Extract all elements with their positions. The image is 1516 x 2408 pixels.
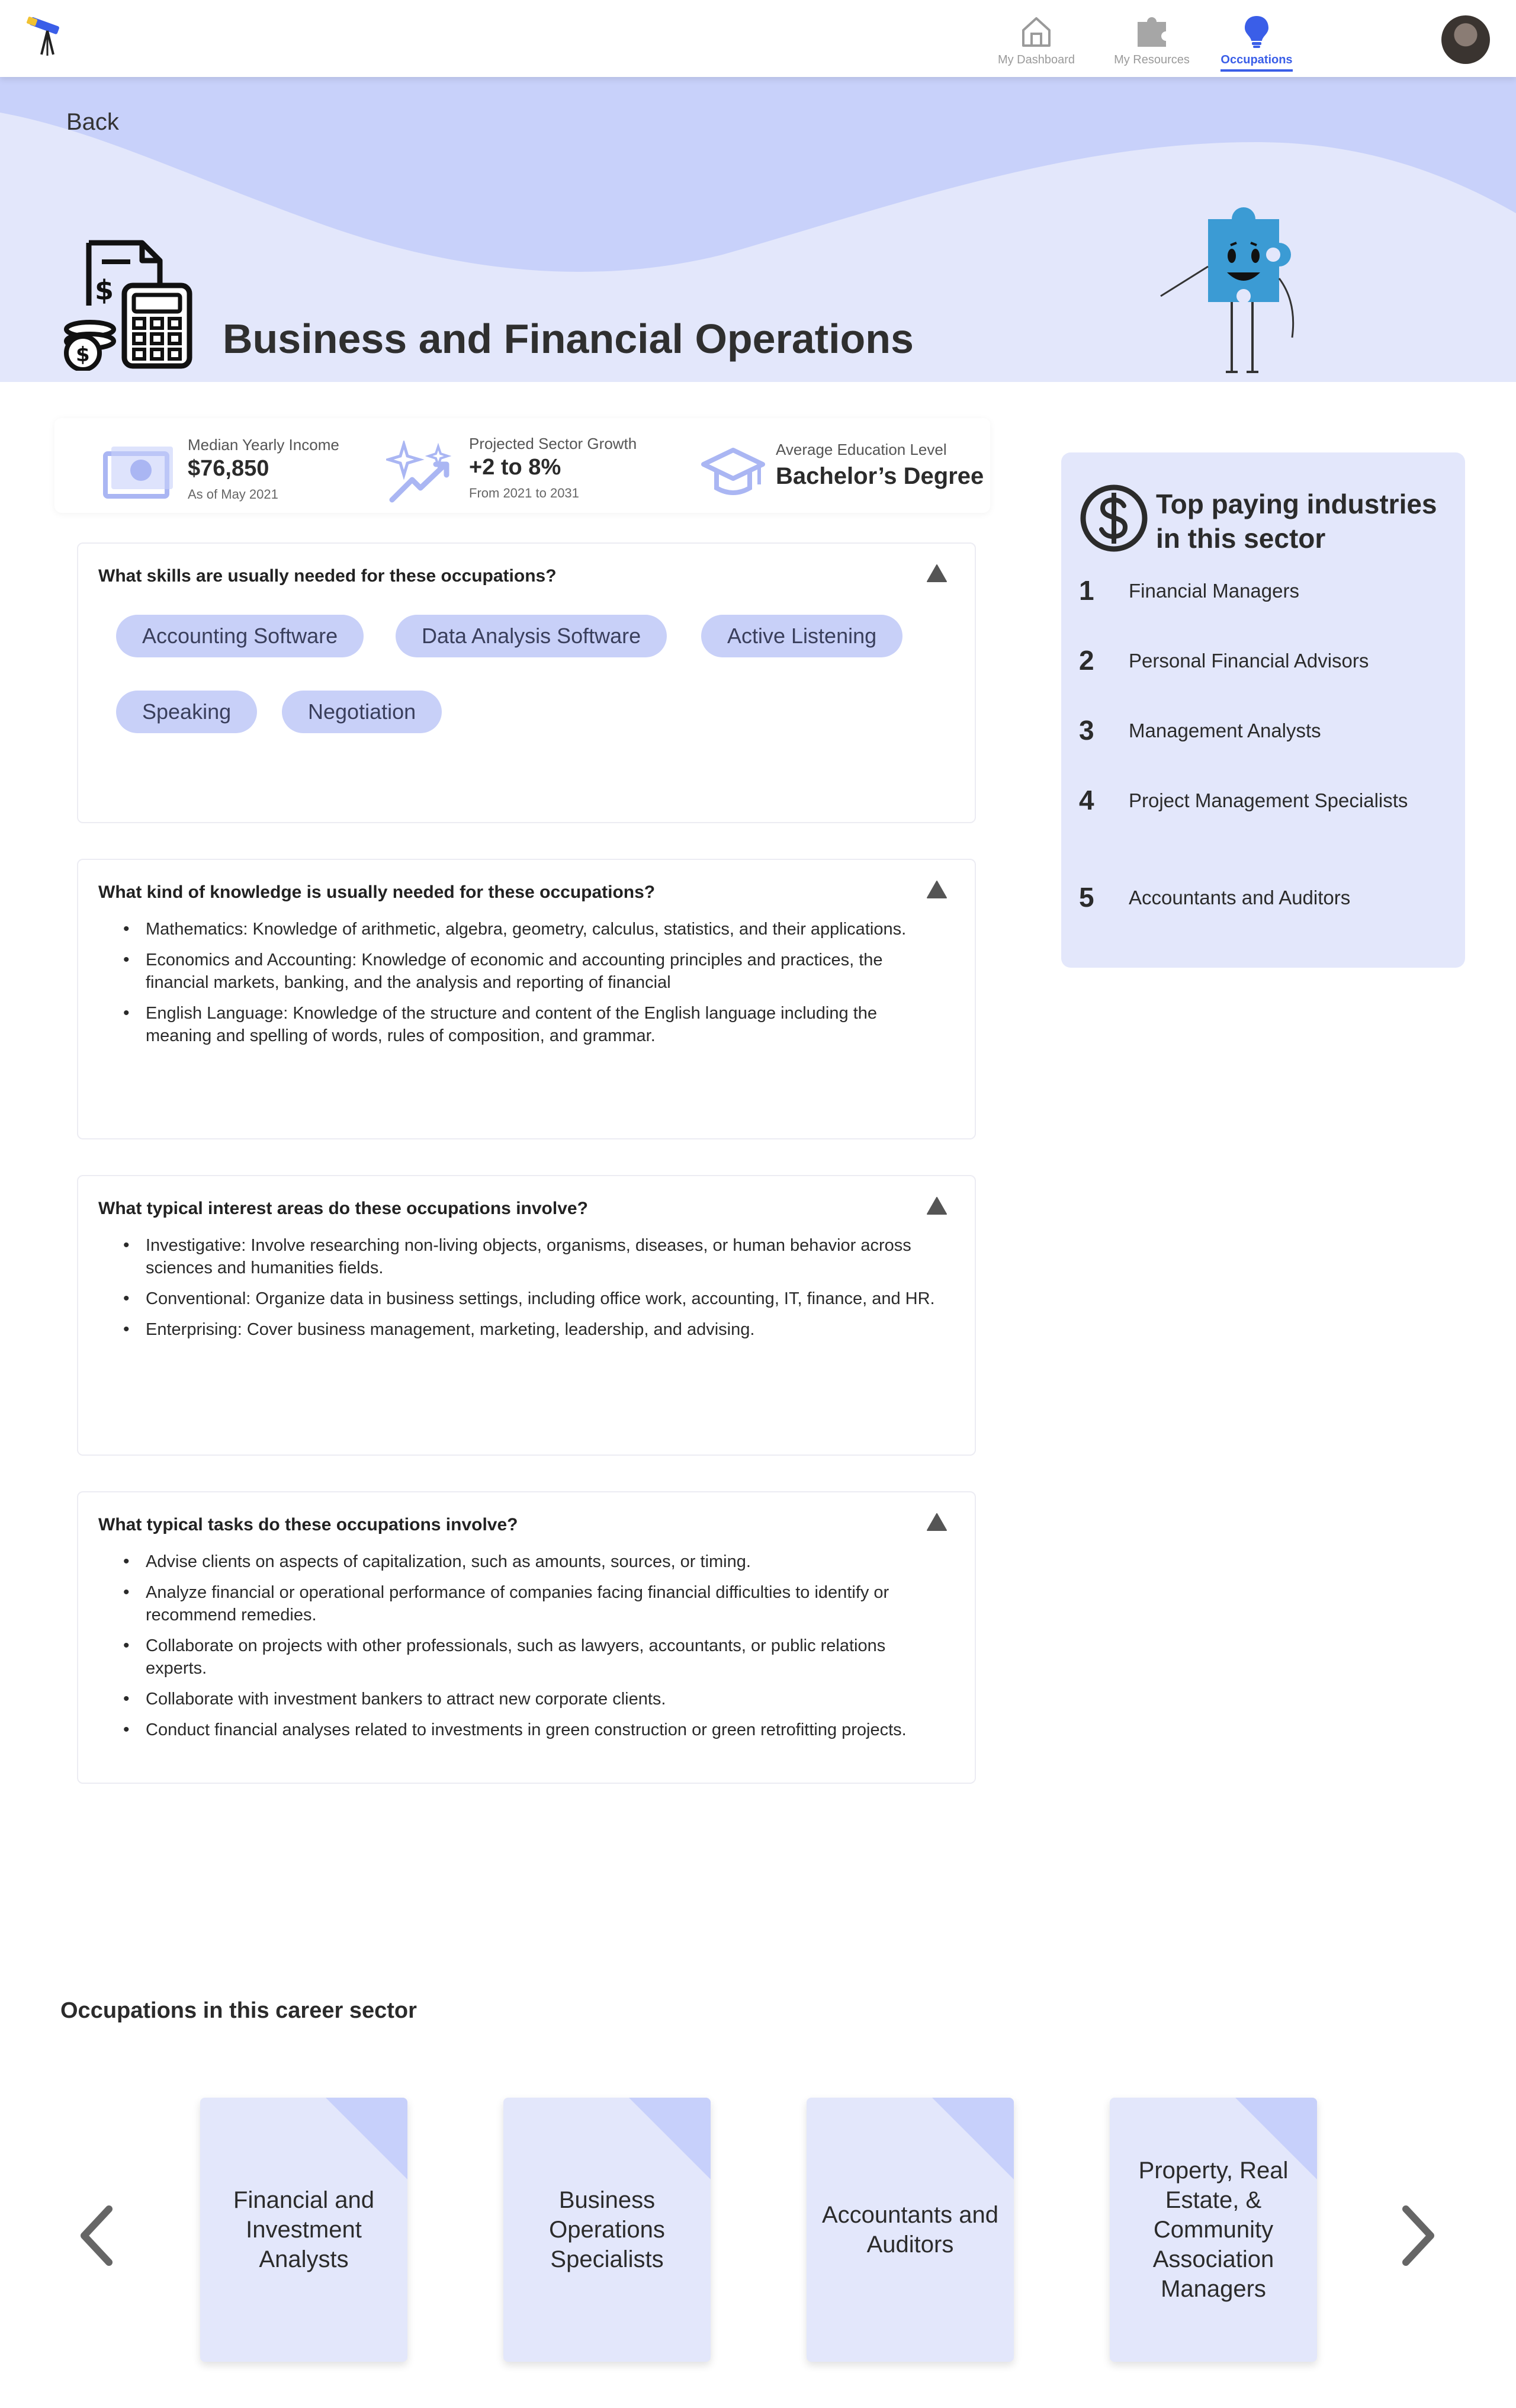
growth-label: Projected Sector Growth [469, 435, 637, 452]
list-item: • Investigative: Involve researching non-living objects, organisms, diseases, or human behavior across sciences and humanities fields. [116, 1234, 945, 1279]
income-value: $76,850 [188, 456, 269, 481]
education-value: Bachelor’s Degree [776, 463, 984, 489]
list-item: • Conduct financial analyses related to investments in green construction or green retrofitting projects. [116, 1719, 945, 1741]
rank-number: 5 [1079, 882, 1094, 913]
industry-name: Accountants and Auditors [1129, 887, 1351, 908]
growth-note: From 2021 to 2031 [469, 486, 579, 500]
collapse-triangle-icon[interactable] [926, 1513, 948, 1532]
top-paying-title: Top paying industries in this sector [1156, 489, 1437, 554]
occupation-name: Financial and Investment Analysts [233, 2187, 374, 2272]
knowledge-accordion [77, 859, 976, 1139]
interests-accordion [77, 1175, 976, 1456]
user-avatar[interactable] [1441, 15, 1490, 64]
growth-value: +2 to 8% [469, 455, 561, 480]
dollar-circle-icon [1079, 483, 1149, 553]
occupation-name: Business Operations Specialists [549, 2187, 665, 2272]
list-item: • Collaborate with investment bankers to attract new corporate clients. [116, 1688, 945, 1710]
education-label: Average Education Level [776, 441, 947, 458]
nav-label-occupations: Occupations [1220, 53, 1292, 72]
nav-my-resources[interactable] [1103, 13, 1201, 72]
top-navigation-bar [0, 0, 1516, 77]
telescope-logo-icon[interactable] [26, 15, 68, 58]
rank-number: 2 [1079, 645, 1094, 676]
income-label: Median Yearly Income [188, 436, 339, 454]
list-item: • Advise clients on aspects of capitalization, such as amounts, sources, or timing. [116, 1550, 945, 1573]
occupation-name: Property, Real Estate, & Community Association Managers [1138, 2157, 1289, 2302]
industry-name: Management Analysts [1129, 720, 1321, 741]
occupation-card[interactable] [807, 2098, 1014, 2362]
interests-question: What typical interest areas do these occupations involve? [98, 1199, 588, 1218]
list-item: • English Language: Knowledge of the structure and content of the English language including the meaning and spelling of words, rules of composition, and grammar. [116, 1002, 945, 1047]
collapse-triangle-icon[interactable] [926, 1196, 948, 1215]
occupation-card[interactable] [200, 2098, 407, 2362]
back-link[interactable]: Back [66, 109, 119, 135]
carousel-next-chevron-right-icon[interactable] [1398, 2203, 1439, 2268]
sector-stats-bar [54, 418, 990, 513]
skill-chip[interactable]: Data Analysis Software [396, 615, 667, 657]
skill-chip[interactable]: Negotiation [282, 691, 442, 733]
stat-median-income [102, 431, 362, 502]
sparkle-growth-icon [386, 441, 457, 506]
skill-chip[interactable]: Accounting Software [116, 615, 364, 657]
rank-number: 1 [1079, 575, 1094, 606]
tasks-accordion [77, 1491, 976, 1784]
nav-label-resources: My Resources [1114, 53, 1190, 66]
occupations-section-heading: Occupations in this career sector [60, 1998, 417, 2023]
list-item: • Mathematics: Knowledge of arithmetic, algebra, geometry, calculus, statistics, and their applications. [116, 918, 945, 940]
skills-accordion [77, 542, 976, 823]
nav-my-dashboard[interactable] [995, 13, 1078, 72]
skill-chip[interactable]: Speaking [116, 691, 257, 733]
income-note: As of May 2021 [188, 487, 278, 502]
calculator-document-icon [59, 235, 195, 371]
stat-education-level [700, 431, 984, 502]
house-icon [1017, 13, 1055, 50]
graduation-cap-icon [700, 441, 771, 506]
nav-label-dashboard: My Dashboard [997, 53, 1075, 66]
interests-list [116, 1234, 945, 1349]
list-item: • Enterprising: Cover business management, marketing, leadership, and advising. [116, 1318, 945, 1341]
svg-text:$: $ [76, 343, 90, 367]
svg-text:$: $ [95, 274, 114, 306]
puzzle-mascot-illustration [1155, 184, 1332, 379]
stat-sector-growth [386, 431, 670, 502]
rank-number: 4 [1079, 785, 1094, 815]
knowledge-question: What kind of knowledge is usually needed for these occupations? [98, 882, 656, 902]
rank-number: 3 [1079, 715, 1094, 746]
occupation-card[interactable] [1110, 2098, 1317, 2362]
puzzle-piece-icon [1133, 13, 1171, 50]
collapse-triangle-icon[interactable] [926, 564, 948, 583]
industry-name: Project Management Specialists [1129, 789, 1408, 811]
carousel-prev-chevron-left-icon[interactable] [76, 2203, 117, 2268]
lightbulb-icon [1238, 13, 1276, 50]
hero-banner [0, 77, 1516, 382]
skill-chip[interactable]: Active Listening [701, 615, 902, 657]
top-paying-industries-card [1061, 452, 1465, 968]
industry-name: Financial Managers [1129, 580, 1299, 602]
nav-occupations[interactable] [1210, 13, 1303, 72]
list-item: • Economics and Accounting: Knowledge of economic and accounting principles and practices, the financial markets, banking, and the analysis and reporting of financial [116, 949, 945, 994]
money-bill-icon [102, 441, 173, 506]
industry-name: Personal Financial Advisors [1129, 650, 1369, 672]
occupation-card[interactable] [503, 2098, 711, 2362]
knowledge-list [116, 918, 945, 1055]
tasks-question: What typical tasks do these occupations involve? [98, 1515, 518, 1534]
occupation-name: Accountants and Auditors [822, 2202, 998, 2258]
tasks-list [116, 1550, 945, 1749]
list-item: • Conventional: Organize data in business settings, including office work, accounting, IT, finance, and HR. [116, 1288, 945, 1310]
list-item: • Analyze financial or operational performance of companies facing financial difficulties to identify or recommend remedies. [116, 1581, 945, 1626]
page-title: Business and Financial Operations [223, 316, 914, 362]
skills-question: What skills are usually needed for these occupations? [98, 566, 557, 586]
list-item: • Collaborate on projects with other professionals, such as lawyers, accountants, or public relations experts. [116, 1635, 945, 1680]
collapse-triangle-icon[interactable] [926, 880, 948, 899]
